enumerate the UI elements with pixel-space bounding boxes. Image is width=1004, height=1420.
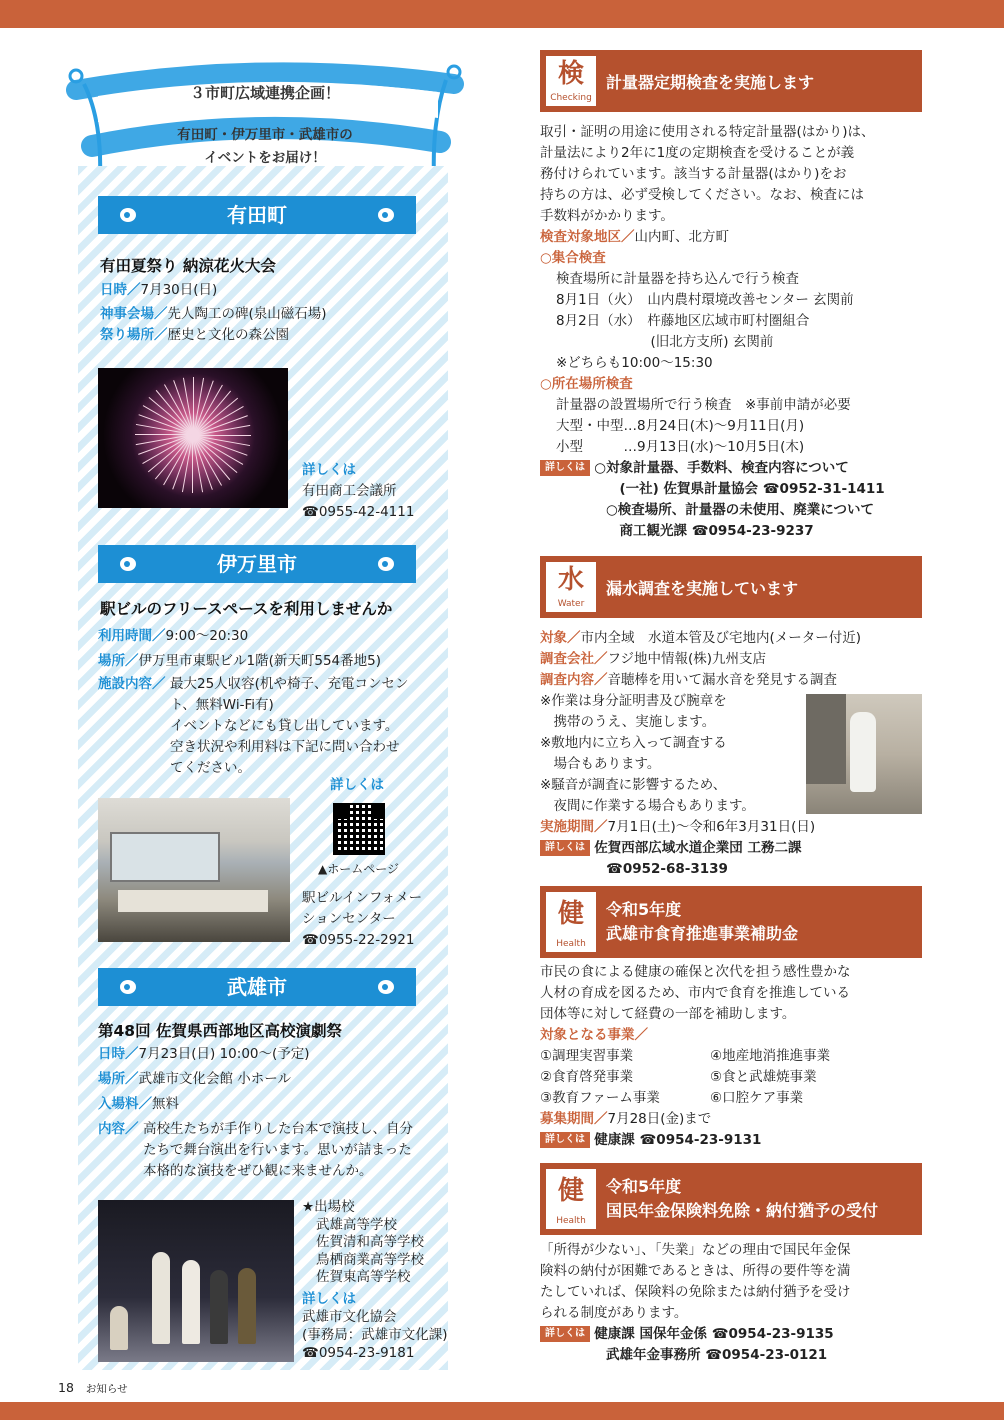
takeo-content-text: 高校生たちが手作りした台本で演技し、自分 たちで舞台演出を行います。思いが詰まった 本格的な演技をぜひ観に来ませんか。 xyxy=(143,1121,413,1179)
pension-title: 令和5年度 国民年金保険料免除・納付猶予の受付 xyxy=(606,1177,879,1220)
checking-icon: 検 Checking xyxy=(546,56,596,106)
takeo-contact: 詳しくは 武雄市文化協会 (事務局：武雄市文化課) ☎0954-23-9181 xyxy=(302,1291,448,1361)
page-footer xyxy=(58,1380,128,1396)
event-banner xyxy=(62,60,468,180)
imari-facility-text: 最大25人収容(机や椅子、充電コンセン ト、無料Wi-Fi有) イベントなどにも貸し出しています。 空き状況や利用料は下記に問い合わせ てください。 xyxy=(170,676,409,776)
more-info-badge: 詳しくは xyxy=(540,840,590,856)
pension-header xyxy=(540,1163,922,1235)
section-label: お知らせ xyxy=(85,1383,128,1395)
imari-facility-label: 施設内容／ xyxy=(98,676,166,692)
checking-header xyxy=(540,50,922,112)
arita-details: 日時／7月30日(日) 神事会場／先人陶工の碑(泉山磁石場) 祭り場所／歴史と文化の森公園 xyxy=(100,282,327,343)
firework-ray xyxy=(135,434,193,435)
pension-body: 「所得が少ない」、「失業」などの理由で国民年金保 険料の納付が困難であるときは、所得の要件等を満 たしていれば、保険料の免除または納付猶予を受け られる制度があります。 詳しくは 健康課 国保年金係 ☎0954-23-9135 武雄年金事務所 ☎0954-23-0121 xyxy=(540,1242,851,1363)
more-info-badge: 詳しくは xyxy=(540,460,590,476)
station-room-photo xyxy=(98,798,290,942)
health-subsidy-contact: 募集期間／7月28日(金)まで 詳しくは 健康課 ☎0954-23-9131 xyxy=(540,1111,762,1148)
firework-ray xyxy=(192,435,193,493)
decor-dot-icon xyxy=(378,980,394,994)
decor-dot-icon xyxy=(378,208,394,222)
water-header xyxy=(540,556,922,618)
bottom-bar xyxy=(0,1402,1004,1420)
fireworks-photo xyxy=(98,368,288,508)
water-title: 漏水調査を実施しています xyxy=(606,579,799,598)
decor-dot-icon xyxy=(378,557,394,571)
decor-dot-icon xyxy=(120,208,136,222)
arita-contact: 詳しくは 有田商工会議所 ☎0955-42-4111 xyxy=(302,462,415,520)
arita-band: 有田町 xyxy=(98,196,416,234)
imari-event-title: 駅ビルのフリースペースを利用しませんか xyxy=(100,600,393,618)
health-subsidy-title: 令和5年度 武雄市食育推進事業補助金 xyxy=(606,900,799,943)
health-icon: 健 Health xyxy=(546,892,596,952)
imari-more-label: 詳しくは xyxy=(330,777,384,793)
health-subsidy-items-right: ④地産地消推進事業 ⑤食と武雄焼事業 ⑥口腔ケア事業 xyxy=(710,1048,831,1106)
qr-code[interactable] xyxy=(333,803,385,855)
health-subsidy-header xyxy=(540,886,922,958)
imari-contact: 駅ビルインフォメー ションセンター ☎0955-22-2921 xyxy=(302,890,423,948)
water-details: 対象／市内全域 水道本管及び宅地内(メーター付近) 調査会社／フジ地中情報(株)九州支店 調査内容／音聴棒を用いて漏水音を発見する調査 ※作業は身分証明書及び腕章を 携帯のうえ、実施します。 ※敷地内に立ち入って調査する 場合もあります。 ※騒音が調査に影響するため、 夜間に作業する場合もあります。 実施期間／7月1日(土)～令和6年3月31日(日) 詳しくは 佐賀西部広域水道企業団 工務二課 ☎0952-68-3139 xyxy=(540,630,862,877)
more-info-badge: 詳しくは xyxy=(540,1132,590,1148)
more-info-badge: 詳しくは xyxy=(540,1326,590,1342)
decor-dot-icon xyxy=(120,557,136,571)
stage-photo xyxy=(98,1200,294,1362)
qr-caption: ▲ホームページ xyxy=(318,862,399,876)
health-subsidy-items-left: ①調理実習事業 ②食育啓発事業 ③教育ファーム事業 xyxy=(540,1048,660,1106)
health-subsidy-body: 市民の食による健康の確保と次代を担う感性豊かな 人材の育成を図るため、市内で食育を推進している 団体等に対して経費の一部を補助します。 対象となる事業／ xyxy=(540,964,851,1043)
left-column xyxy=(0,0,470,1400)
imari-band: 伊万里市 xyxy=(98,545,416,583)
banner-subheading: 有田町・伊万里市・武雄市の イベントをお届け！ xyxy=(177,127,353,166)
takeo-details: 日時／7月23日(日) 10:00～(予定) 場所／武雄市文化会館 小ホール 入場料／無料 xyxy=(98,1046,310,1112)
worker-photo xyxy=(806,694,922,814)
checking-intro: 取引・証明の用途に使用される特定計量器(はかり)は、 計量法により2年に1度の定期検査を受けることが義 務付けられています。該当する計量器(はかり)をお 持ちの方は、必ず受検してください。なお、検査には 手数料がかかります。 検査対象地区／山内町、北方町 ○集合検査 検査場所に計量器を持ち込んで行う検査 8月1日（火） 山内農村環境改善センター 玄関前 8月2日（水） 杵藤地区広域市町村圏組合 (旧北方支所) 玄関前 ※どちらも10:00～15:30 ○所在場所検査 計量器の設置場所で行う検査 ※事前申請が必要 大型・中型…8月24日(木)～9月11日(月) 小型 …9月13日(水)～10月5日(木) xyxy=(540,124,875,455)
water-icon: 水 Water xyxy=(546,562,596,612)
checking-title: 計量器定期検査を実施します xyxy=(606,73,815,92)
takeo-schools: ★出場校 武雄高等学校 佐賀清和高等学校 鳥栖商業高等学校 佐賀東高等学校 xyxy=(302,1199,424,1285)
banner-heading: ３市町広域連携企画！ xyxy=(189,84,340,102)
arita-event-title: 有田夏祭り 納涼花火大会 xyxy=(100,257,276,275)
imari-details: 利用時間／9:00～20:30 場所／伊万里市東駅ビル1階(新天町554番地5) xyxy=(98,628,381,669)
takeo-event-title: 第48回 佐賀県西部地区高校演劇祭 xyxy=(98,1022,342,1040)
decor-dot-icon xyxy=(120,980,136,994)
takeo-band: 武雄市 xyxy=(98,968,416,1006)
takeo-content-label: 内容／ xyxy=(98,1121,139,1137)
health-icon: 健 Health xyxy=(546,1169,596,1229)
page-number: 18 xyxy=(58,1380,74,1395)
checking-contact: 詳しくは ○対象計量器、手数料、検査内容について (一社) 佐賀県計量協会 ☎0952-31-1411 ○検査場所、計量器の未使用、廃業について 商工観光課 ☎0954-23-9237 xyxy=(540,458,885,542)
